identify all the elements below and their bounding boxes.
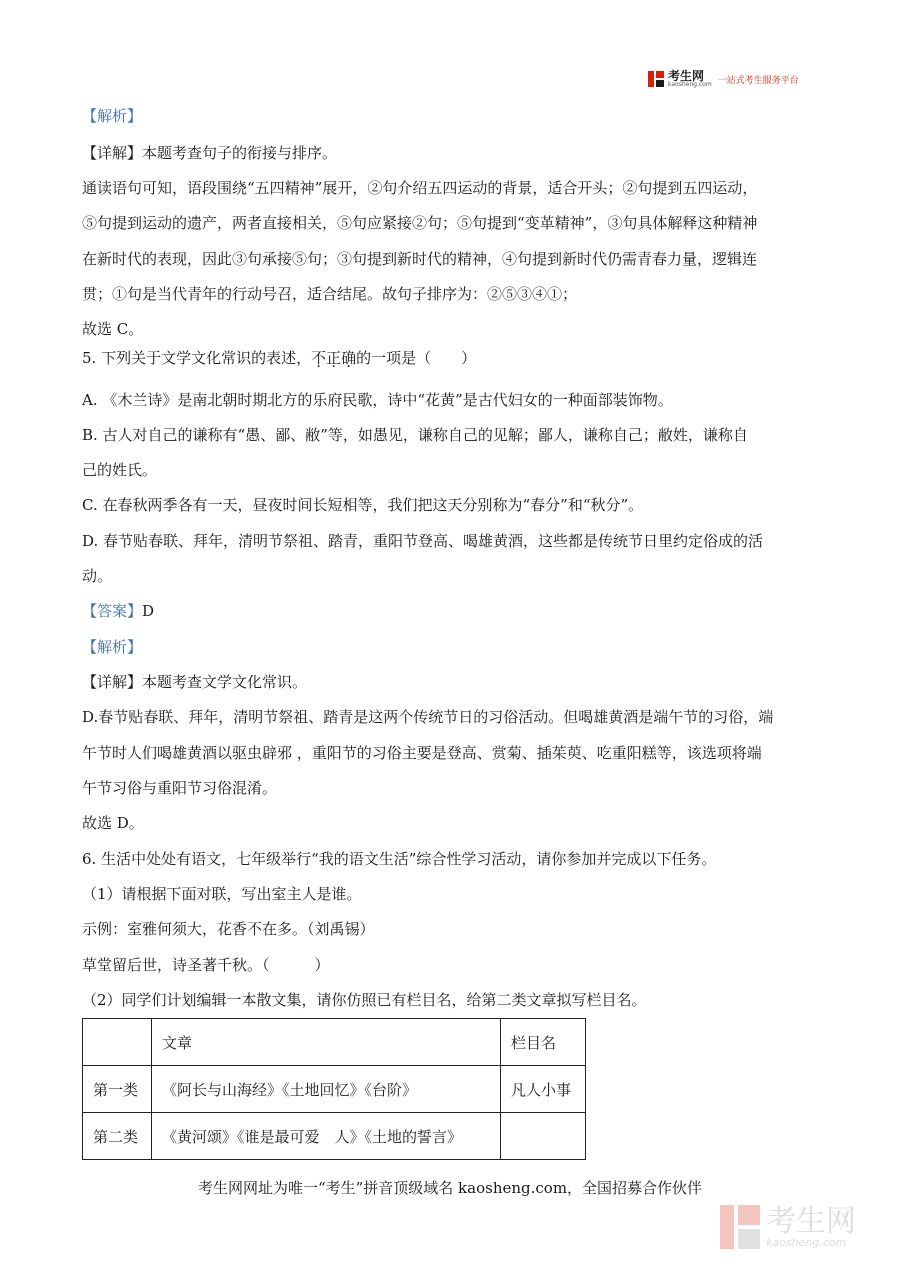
table-header-row [83,1019,586,1066]
q4-analysis-tag: 【解析】 [82,107,143,125]
q4-analysis-line: 通读语句可知，语段围绕“五四精神”展开，②句介绍五四运动的背景，适合开头；②句提到五四运动， [82,179,758,197]
page-footer: 考生网网址为唯一“考生”拼音顶级域名 kaosheng.com，全国招募合作伙伴 [197,1179,703,1197]
q4-detail [82,143,337,163]
watermark [720,1205,856,1249]
q5-stem-post: 的一项是（ ） [356,349,477,367]
q5-answer [82,601,154,621]
q5-stem-pre: 5. 下列关于文学文化常识的表述， [82,349,312,367]
column-table [82,1018,586,1160]
q5-option-c: C. 在春秋两季各有一天，昼夜时间长短相等，我们把这天分别称为“春分”和“秋分”。 [82,496,644,514]
q5-detail-line: D.春节贴春联、拜年，清明节祭祖、踏青是这两个传统节日的习俗活动。但喝雄黄酒是端午节的习俗，端 [82,708,774,726]
q4-detail-intro: 本题考查句子的衔接与排序。 [142,144,338,162]
watermark-logo-icon [720,1205,760,1249]
watermark-domain: kaosheng.com [766,1235,847,1249]
table-header-cell: 栏目名 [501,1019,586,1066]
table-header-cell [83,1019,152,1066]
q5-detail-intro: 本题考查文学文化常识。 [142,673,308,691]
q5-conclusion: 故选 D。 [82,814,144,832]
q5-option-a: A. 《木兰诗》是南北朝时期北方的乐府民歌，诗中“花黄”是古代妇女的一种面部装饰物。 [82,391,673,409]
q5-stem [82,348,476,368]
q5-answer-tag: 【答案】 [82,602,143,620]
q5-answer-value: D [142,602,155,620]
table-cell-column-name: 凡人小事 [501,1066,586,1113]
q5-detail-tag: 【详解】 [82,673,143,691]
q4-conclusion: 故选 C。 [82,320,144,338]
site-logo [648,70,799,88]
q5-analysis-tag: 【解析】 [82,638,143,656]
table-cell-category: 第一类 [83,1066,152,1113]
q6-part2: （2）同学们计划编辑一本散文集，请你仿照已有栏目名，给第二类文章拟写栏目名。 [82,991,647,1009]
table-row [83,1113,586,1160]
q5-emph-char: 确 [341,349,357,367]
q5-emph-char: 正 [326,349,342,367]
logo-domain: kaosheng.com [668,81,712,88]
q5-option-d-cont: 动。 [82,567,113,585]
q6-part1: （1）请根据下面对联，写出室主人是谁。 [82,885,362,903]
q5-option-d: D. 春节贴春联、拜年，清明节祭祖、踏青，重阳节登高、喝雄黄酒，这些都是传统节日里约定俗成的活 [82,532,764,550]
q4-detail-tag: 【详解】 [82,144,143,162]
q4-analysis-line: 贯；①句是当代青年的行动号召，适合结尾。故句子排序为：②⑤③④①； [82,285,578,303]
logo-mark-icon [648,71,664,87]
logo-name: 考生网 [668,69,705,83]
q5-detail [82,672,307,692]
table-cell-category: 第二类 [83,1113,152,1160]
q5-detail-line: 午节习俗与重阳节习俗混淆。 [82,779,278,797]
q5-emph-char: 不 [311,349,327,367]
table-cell-column-name-blank [501,1113,586,1160]
q4-analysis-line: ⑤句提到运动的遗产，两者直接相关，⑤句应紧接②句；⑤句提到“变革精神”，③句具体解释这种精神 [82,214,758,232]
table-header-cell: 文章 [152,1019,501,1066]
q4-analysis-line: 在新时代的表现，因此③句承接⑤句；③句提到新时代的精神，④句提到新时代仍需青春力量，逻辑连 [82,250,758,268]
q6-couplet: 草堂留后世，诗圣著千秋。（ ） [82,956,330,974]
table-cell-articles: 《黄河颂》《谁是最可爱 人》《土地的誓言》 [152,1113,501,1160]
q6-example: 示例：室雅何须大，花香不在多。（刘禹锡） [82,920,375,938]
table-cell-articles: 《阿长与山海经》《土地回忆》《台阶》 [152,1066,501,1113]
q5-option-b-cont: 己的姓氏。 [82,461,158,479]
q6-stem: 6. 生活中处处有语文，七年级举行“我的语文生活”综合性学习活动，请你参加并完成以下任务。 [82,850,717,868]
watermark-name: 考生网 [766,1203,856,1239]
q5-option-b: B. 古人对自己的谦称有“愚、鄙、敝”等，如愚见，谦称自己的见解；鄙人，谦称自己；敝姓，谦称自 [82,426,748,444]
table-row [83,1066,586,1113]
q5-detail-line: 午节时人们喝雄黄酒以驱虫辟邪 ，重阳节的习俗主要是登高、赏菊、插茱萸、吃重阳糕等，该选项将端 [82,744,762,762]
logo-slogan: 一站式考生服务平台 [717,75,799,86]
